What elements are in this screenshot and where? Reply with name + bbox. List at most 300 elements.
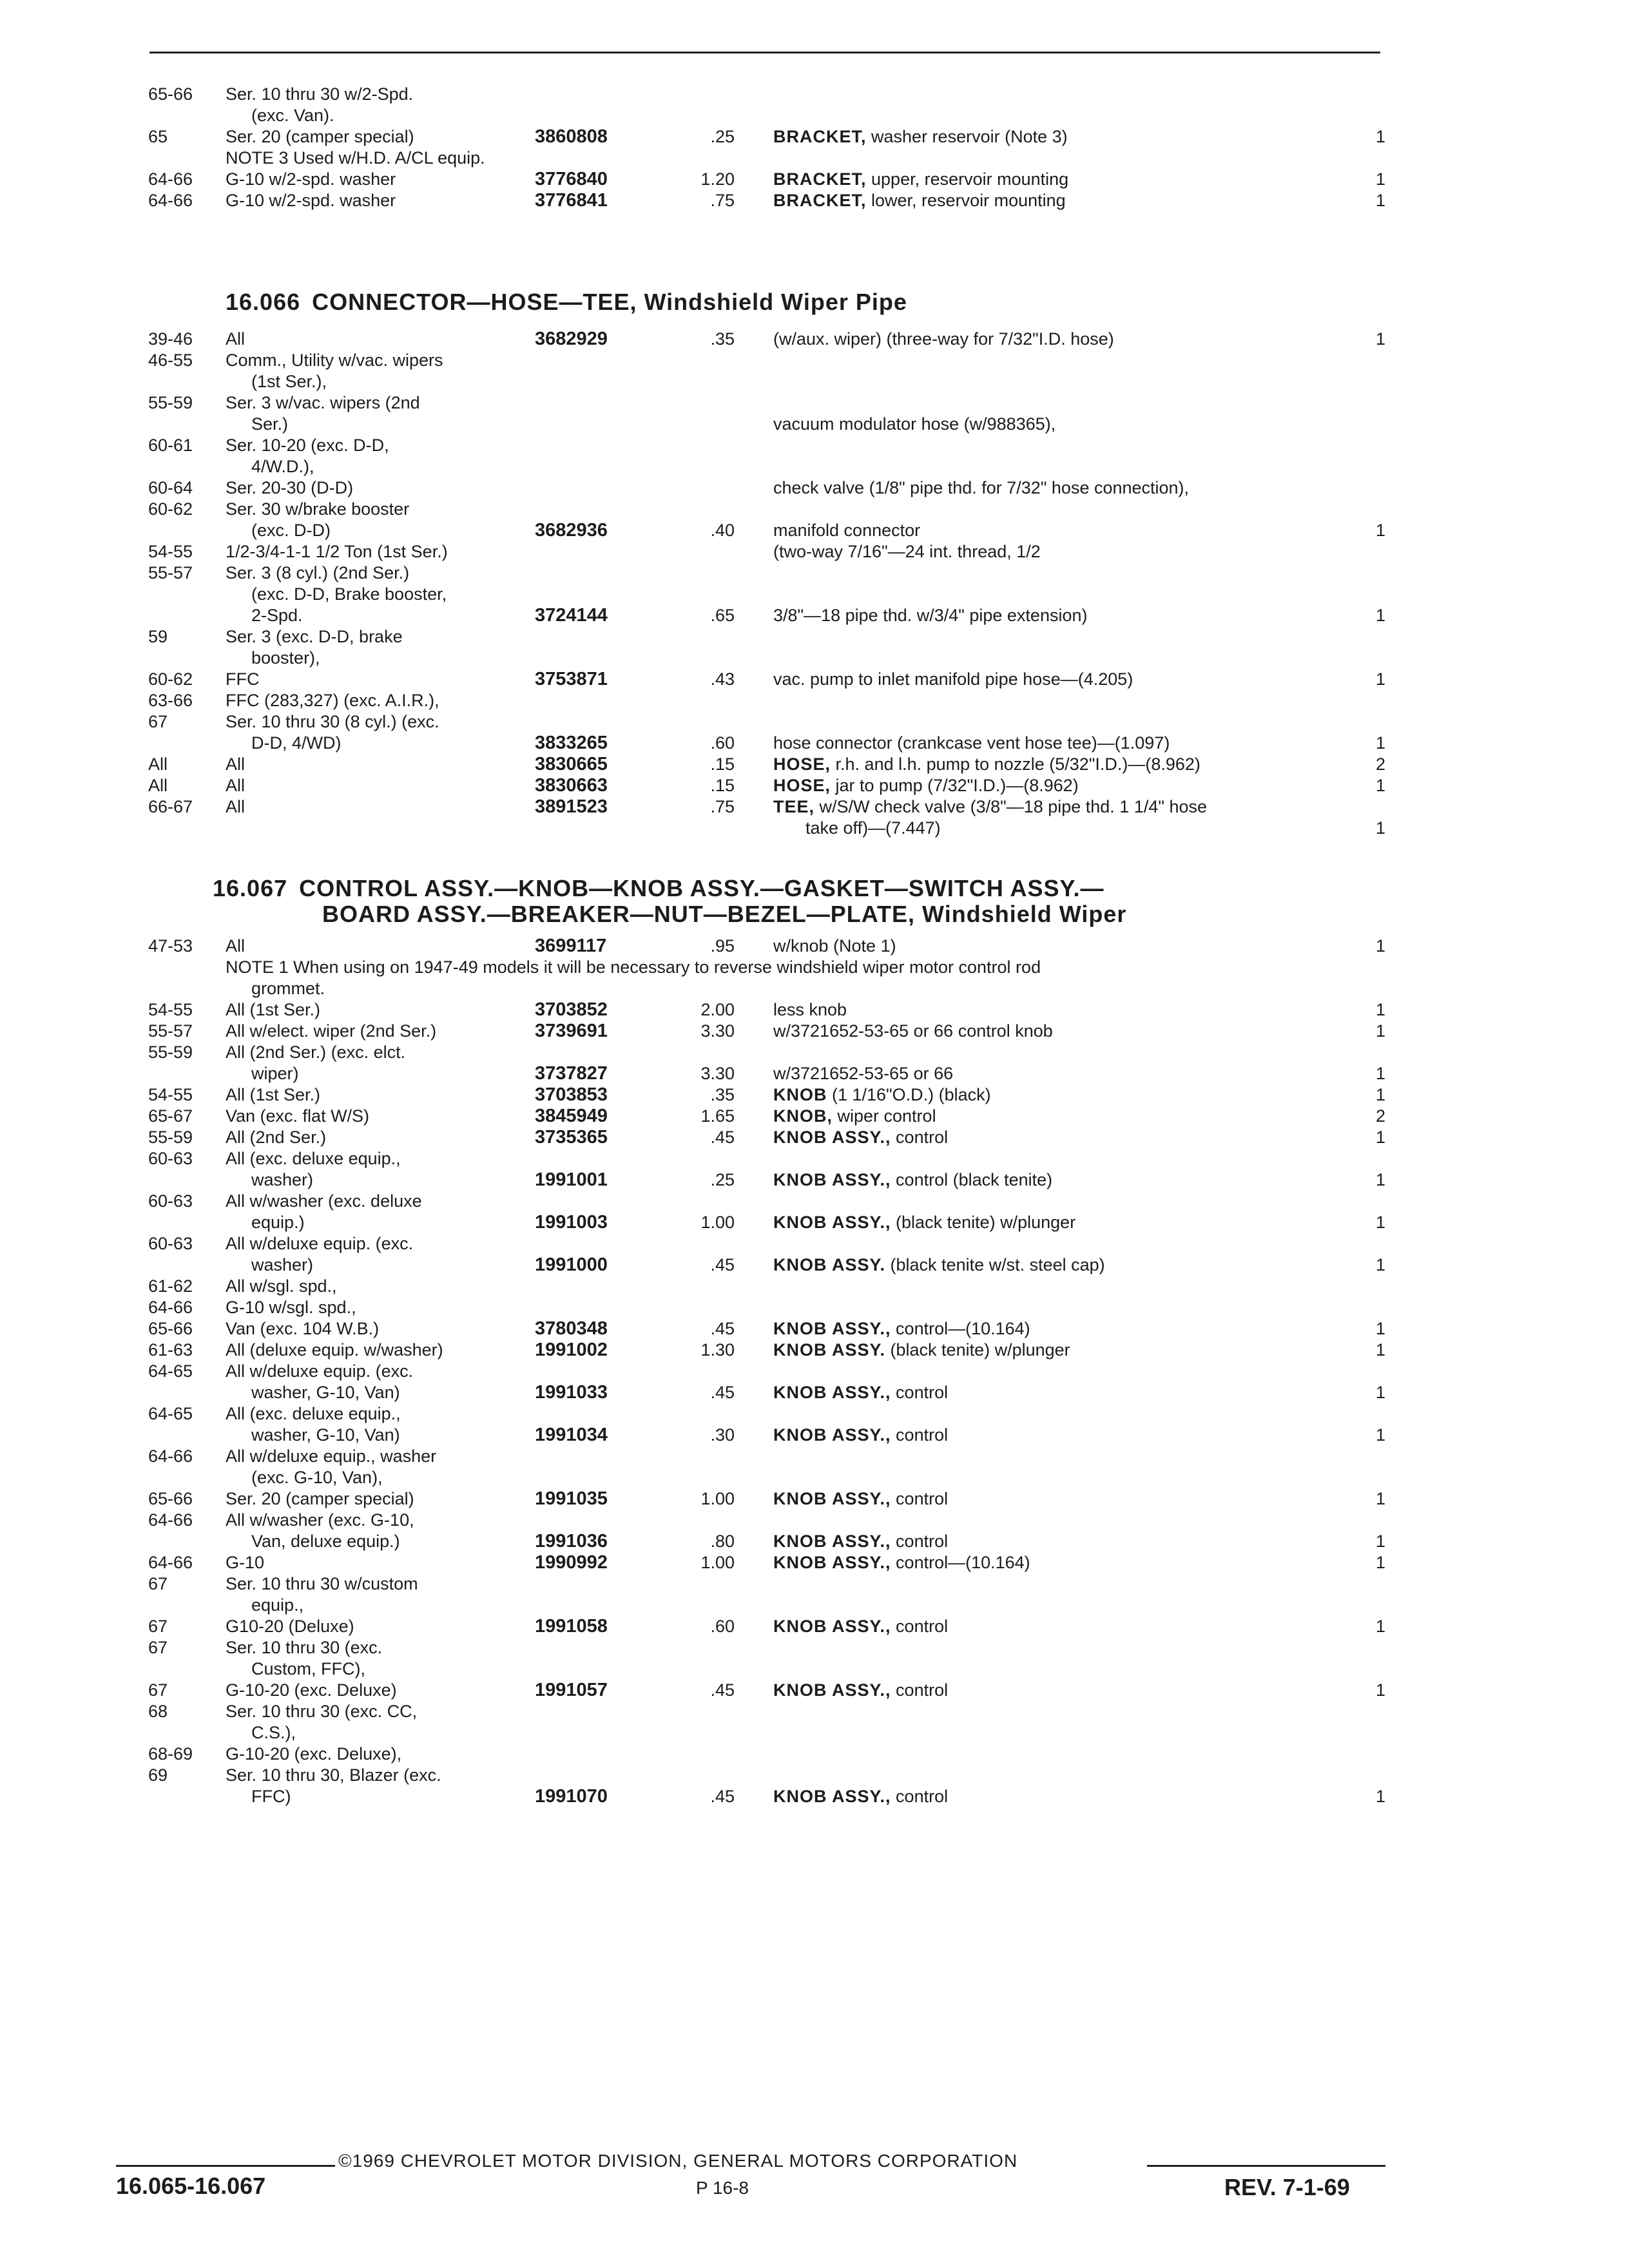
- application: FFC: [226, 669, 260, 689]
- application: All (deluxe equip. w/washer): [226, 1340, 443, 1360]
- part-name: KNOB: [773, 1085, 827, 1104]
- price: 1.20: [700, 169, 735, 189]
- quantity: 1: [1375, 1489, 1385, 1508]
- catalog-row: [116, 371, 1405, 392]
- quantity: 1: [1375, 669, 1385, 689]
- description: [773, 669, 1334, 690]
- application: All (2nd Ser.): [226, 1128, 327, 1147]
- description: [773, 1382, 1334, 1403]
- description-text: hose connector (crankcase vent hose tee)—(1.097): [773, 733, 1170, 753]
- section-number: 16.066: [226, 289, 301, 315]
- application: Ser.): [251, 414, 289, 434]
- catalog-row: [116, 1552, 1405, 1573]
- quantity: 1: [1375, 1213, 1385, 1232]
- catalog-row: [116, 1765, 1405, 1786]
- catalog-row: [116, 605, 1405, 626]
- description: [773, 1084, 1334, 1106]
- catalog-row: [116, 1658, 1405, 1680]
- footer-revision: REV. 7-1-69: [1224, 2174, 1350, 2200]
- quantity: 1: [1375, 127, 1385, 146]
- model-years: 64-66: [148, 191, 193, 210]
- description: [773, 1318, 1334, 1340]
- description-text: w/knob (Note 1): [773, 936, 896, 956]
- catalog-row: [116, 1488, 1405, 1510]
- price: .43: [710, 669, 735, 689]
- application: Ser. 3 (exc. D-D, brake: [226, 627, 403, 646]
- application: Ser. 10 thru 30 (exc. CC,: [226, 1702, 418, 1721]
- application: G-10 w/sgl. spd.,: [226, 1298, 356, 1317]
- model-years: 60-63: [148, 1234, 193, 1253]
- catalog-row: [116, 477, 1405, 499]
- application: (1st Ser.),: [251, 372, 327, 391]
- description-text: (1 1/16"O.D.) (black): [827, 1085, 991, 1104]
- model-years: 63-66: [148, 691, 193, 710]
- part-name: KNOB ASSY.,: [773, 1617, 891, 1636]
- catalog-row: [116, 1191, 1405, 1212]
- description-text: (w/aux. wiper) (three-way for 7/32"I.D. hose): [773, 329, 1114, 349]
- catalog-row: [116, 1127, 1405, 1148]
- part-name: KNOB ASSY.: [773, 1255, 886, 1274]
- catalog-row: [116, 999, 1405, 1021]
- catalog-row: [116, 733, 1405, 754]
- catalog-row: [116, 1361, 1405, 1382]
- part-name: KNOB ASSY.,: [773, 1532, 891, 1551]
- section-title: CONNECTOR—HOSE—TEE, Windshield Wiper Pipe: [312, 289, 907, 315]
- model-years: 67: [148, 1680, 168, 1700]
- description: [773, 520, 1334, 541]
- model-years: 64-66: [148, 1553, 193, 1572]
- model-years: 64-65: [148, 1404, 193, 1423]
- part-number: 3833265: [535, 733, 608, 753]
- description: [773, 796, 1334, 818]
- quantity: 1: [1375, 1021, 1385, 1041]
- catalog-row: [116, 1318, 1405, 1340]
- application: All (1st Ser.): [226, 1000, 321, 1019]
- description-text: lower, reservoir mounting: [866, 191, 1066, 210]
- model-years: 55-57: [148, 1021, 193, 1041]
- catalog-row: [116, 626, 1405, 648]
- catalog-row: [116, 1106, 1405, 1127]
- application: All (1st Ser.): [226, 1085, 321, 1104]
- application: grommet.: [251, 979, 325, 998]
- application: wiper): [251, 1064, 299, 1083]
- model-years: 60-61: [148, 436, 193, 455]
- application: All (exc. deluxe equip.,: [226, 1149, 401, 1168]
- application: Van, deluxe equip.): [251, 1532, 400, 1551]
- application: washer): [251, 1170, 314, 1189]
- section-heading: [116, 289, 1405, 322]
- catalog-row: [116, 1276, 1405, 1297]
- model-years: 64-66: [148, 1298, 193, 1317]
- catalog-row: [116, 105, 1405, 126]
- model-years: 54-55: [148, 1000, 193, 1019]
- price: .80: [710, 1532, 735, 1551]
- model-years: 59: [148, 627, 168, 646]
- model-years: 39-46: [148, 329, 193, 349]
- application: equip.): [251, 1213, 305, 1232]
- price: .45: [710, 1255, 735, 1274]
- footer-copyright: ©1969 CHEVROLET MOTOR DIVISION, GENERAL MOTORS CORPORATION: [338, 2151, 1018, 2171]
- catalog-row: [116, 1233, 1405, 1254]
- part-name: KNOB,: [773, 1106, 833, 1126]
- footer-section-range: 16.065-16.067: [116, 2173, 266, 2199]
- description-text: take off)—(7.447): [805, 818, 941, 838]
- part-number: 3739691: [535, 1021, 608, 1041]
- description-text: check valve (1/8" pipe thd. for 7/32" hose connection),: [773, 478, 1190, 497]
- model-years: 65: [148, 127, 168, 146]
- part-number: 3860808: [535, 126, 608, 147]
- model-years: 46-55: [148, 351, 193, 370]
- catalog-row: [116, 1722, 1405, 1744]
- part-number: 1991003: [535, 1212, 608, 1233]
- model-years: 55-57: [148, 563, 193, 582]
- application: (exc. D-D): [251, 521, 331, 540]
- catalog-row: [116, 1148, 1405, 1169]
- application: All (exc. deluxe equip.,: [226, 1404, 401, 1423]
- description-text: control: [891, 1425, 949, 1445]
- part-name: KNOB ASSY.,: [773, 1489, 891, 1508]
- description: [773, 1680, 1334, 1701]
- quantity: 1: [1375, 1319, 1385, 1338]
- description-text: 3/8"—18 pipe thd. w/3/4" pipe extension): [773, 606, 1088, 625]
- quantity: 1: [1375, 1553, 1385, 1572]
- quantity: 1: [1375, 733, 1385, 753]
- quantity: 1: [1375, 329, 1385, 349]
- model-years: 67: [148, 712, 168, 731]
- catalog-row: [116, 1254, 1405, 1276]
- quantity: 1: [1375, 1532, 1385, 1551]
- catalog-section: [116, 84, 1405, 211]
- catalog-row: [116, 1786, 1405, 1807]
- part-number: 1991034: [535, 1425, 608, 1445]
- part-number: 1991001: [535, 1169, 608, 1190]
- catalog-section: [116, 284, 1405, 839]
- application: All w/deluxe equip. (exc.: [226, 1234, 414, 1253]
- part-number: 3703853: [535, 1084, 608, 1105]
- quantity: 1: [1375, 1680, 1385, 1700]
- model-years: 47-53: [148, 936, 193, 956]
- description: [773, 169, 1334, 190]
- application: All: [226, 797, 246, 816]
- part-name: KNOB ASSY.,: [773, 1213, 891, 1232]
- catalog-row: [116, 1212, 1405, 1233]
- price: .45: [710, 1128, 735, 1147]
- application: Van (exc. 104 W.B.): [226, 1319, 380, 1338]
- model-years: 55-59: [148, 1128, 193, 1147]
- part-number: 1991036: [535, 1531, 608, 1552]
- quantity: 1: [1375, 169, 1385, 189]
- description-text: wiper control: [833, 1106, 936, 1126]
- description: [773, 1786, 1334, 1807]
- quantity: 1: [1375, 1000, 1385, 1019]
- model-years: 67: [148, 1574, 168, 1593]
- application: All: [226, 776, 246, 795]
- price: 1.65: [700, 1106, 735, 1126]
- section-heading: [116, 875, 1405, 929]
- part-name: BRACKET,: [773, 169, 867, 189]
- application: Ser. 20 (camper special): [226, 127, 414, 146]
- description: [773, 541, 1334, 562]
- description-text: jar to pump (7/32"I.D.)—(8.962): [831, 776, 1079, 795]
- description-text: control: [891, 1532, 949, 1551]
- application: booster),: [251, 648, 320, 668]
- catalog-row: [116, 1446, 1405, 1467]
- part-name: HOSE,: [773, 754, 831, 774]
- price: .65: [710, 606, 735, 625]
- price: .60: [710, 733, 735, 753]
- application: washer, G-10, Van): [251, 1383, 400, 1402]
- part-number: 3703852: [535, 999, 608, 1020]
- description-text: control: [891, 1787, 949, 1806]
- application: G-10-20 (exc. Deluxe),: [226, 1744, 402, 1763]
- description: [773, 1531, 1334, 1552]
- description: [773, 605, 1334, 626]
- price: 3.30: [700, 1064, 735, 1083]
- application: Ser. 10 thru 30, Blazer (exc.: [226, 1765, 441, 1785]
- description: [773, 1063, 1334, 1084]
- catalog-row: [116, 1595, 1405, 1616]
- description: [773, 477, 1334, 499]
- part-number: 3699117: [535, 936, 607, 956]
- catalog-row: [116, 978, 1405, 999]
- description-text: vac. pump to inlet manifold pipe hose—(4.205): [773, 669, 1133, 689]
- part-number: 1991058: [535, 1616, 608, 1637]
- price: .15: [710, 776, 735, 795]
- price: .45: [710, 1383, 735, 1402]
- catalog-row: [116, 1403, 1405, 1425]
- application: (exc. Van).: [251, 106, 334, 125]
- description: [773, 329, 1334, 350]
- model-years: 60-64: [148, 478, 193, 497]
- price: .35: [710, 1085, 735, 1104]
- description-text: control: [891, 1617, 949, 1636]
- catalog-row: [116, 957, 1405, 978]
- catalog-row: [116, 648, 1405, 669]
- application: NOTE 1 When using on 1947-49 models it will be necessary to reverse windshield wiper motor control rod: [226, 957, 1041, 977]
- description-text: control—(10.164): [891, 1553, 1030, 1572]
- quantity: 1: [1375, 936, 1385, 956]
- catalog-row: [116, 818, 1405, 839]
- description-text: manifold connector: [773, 521, 921, 540]
- part-number: 3891523: [535, 796, 608, 817]
- price: .30: [710, 1425, 735, 1445]
- description-text: (black tenite) w/plunger: [891, 1213, 1076, 1232]
- price: 2.00: [700, 1000, 735, 1019]
- application: 2-Spd.: [251, 606, 303, 625]
- description: [773, 1340, 1334, 1361]
- section-title: CONTROL ASSY.—KNOB—KNOB ASSY.—GASKET—SWITCH ASSY.—: [299, 875, 1104, 901]
- catalog-row: [116, 435, 1405, 456]
- description-text: control: [891, 1680, 949, 1700]
- catalog-row: [116, 1616, 1405, 1637]
- catalog-row: [116, 1340, 1405, 1361]
- model-years: 66-67: [148, 797, 193, 816]
- catalog-row: [116, 669, 1405, 690]
- part-number: 3737827: [535, 1063, 608, 1084]
- price: .45: [710, 1680, 735, 1700]
- catalog-row: [116, 1467, 1405, 1488]
- part-number: 3735365: [535, 1127, 608, 1148]
- model-years: 69: [148, 1765, 168, 1785]
- model-years: 55-59: [148, 1043, 193, 1062]
- description-text: control: [891, 1128, 949, 1147]
- part-name: HOSE,: [773, 776, 831, 795]
- application: All w/sgl. spd.,: [226, 1276, 337, 1296]
- description-text: control: [891, 1489, 949, 1508]
- catalog-row: [116, 499, 1405, 520]
- application: All: [226, 329, 246, 349]
- catalog-row: [116, 1063, 1405, 1084]
- catalog-row: [116, 796, 1405, 818]
- application: Ser. 10 thru 30 w/2-Spd.: [226, 84, 414, 104]
- model-years: 60-62: [148, 499, 193, 519]
- description-text: w/3721652-53-65 or 66: [773, 1064, 954, 1083]
- catalog-row: [116, 190, 1405, 211]
- catalog-row: [116, 775, 1405, 796]
- footer-page-number: P 16-8: [696, 2178, 749, 2198]
- model-years: 64-66: [148, 1446, 193, 1466]
- model-years: 61-63: [148, 1340, 193, 1360]
- footer-rule-left: [116, 2165, 335, 2167]
- catalog-row: [116, 584, 1405, 605]
- description: [773, 1021, 1334, 1042]
- top-rule: [149, 52, 1380, 53]
- part-number: 3682929: [535, 329, 608, 349]
- model-years: 67: [148, 1617, 168, 1636]
- description: [773, 1488, 1334, 1510]
- model-years: 68-69: [148, 1744, 193, 1763]
- catalog-row: [116, 1744, 1405, 1765]
- catalog-row: [116, 148, 1405, 169]
- description-text: w/3721652-53-65 or 66 control knob: [773, 1021, 1053, 1041]
- catalog-row: [116, 1084, 1405, 1106]
- model-years: 54-55: [148, 1085, 193, 1104]
- part-number: 1991033: [535, 1382, 608, 1403]
- price: 1.00: [700, 1553, 735, 1572]
- description: [773, 1169, 1334, 1191]
- application: Ser. 3 (8 cyl.) (2nd Ser.): [226, 563, 410, 582]
- catalog-row: [116, 1021, 1405, 1042]
- part-number: 3776841: [535, 190, 608, 211]
- catalog-row: [116, 754, 1405, 775]
- quantity: 1: [1375, 1255, 1385, 1274]
- application: washer, G-10, Van): [251, 1425, 400, 1445]
- application: Ser. 10 thru 30 w/custom: [226, 1574, 418, 1593]
- catalog-row: [116, 414, 1405, 435]
- part-number: 3830665: [535, 754, 608, 774]
- application: equip.,: [251, 1595, 304, 1615]
- part-number: 1990992: [535, 1552, 608, 1573]
- quantity: 1: [1375, 776, 1385, 795]
- price: .40: [710, 521, 735, 540]
- catalog-row: [116, 711, 1405, 733]
- part-name: KNOB ASSY.,: [773, 1128, 891, 1147]
- catalog-row: [116, 520, 1405, 541]
- part-name: BRACKET,: [773, 127, 867, 146]
- description: [773, 936, 1334, 957]
- application: G-10 w/2-spd. washer: [226, 169, 396, 189]
- catalog-row: [116, 456, 1405, 477]
- catalog-row: [116, 329, 1405, 350]
- description-text: control (black tenite): [891, 1170, 1053, 1189]
- catalog-row: [116, 562, 1405, 584]
- catalog-row: [116, 169, 1405, 190]
- catalog-row: [116, 1169, 1405, 1191]
- section-number: 16.067: [213, 875, 288, 901]
- application: D-D, 4/WD): [251, 733, 342, 753]
- model-years: 60-62: [148, 669, 193, 689]
- application: FFC (283,327) (exc. A.I.R.),: [226, 691, 439, 710]
- part-name: KNOB ASSY.,: [773, 1553, 891, 1572]
- catalog-row: [116, 1297, 1405, 1318]
- part-name: KNOB ASSY.,: [773, 1383, 891, 1402]
- application: Ser. 30 w/brake booster: [226, 499, 410, 519]
- part-name: KNOB ASSY.,: [773, 1787, 891, 1806]
- application: All w/washer (exc. deluxe: [226, 1191, 422, 1211]
- price: .75: [710, 191, 735, 210]
- catalog-row: [116, 1637, 1405, 1658]
- application: washer): [251, 1255, 314, 1274]
- application: Custom, FFC),: [251, 1659, 366, 1678]
- price: .35: [710, 329, 735, 349]
- quantity: 1: [1375, 521, 1385, 540]
- model-years: All: [148, 754, 168, 774]
- price: .45: [710, 1787, 735, 1806]
- catalog-page: [116, 39, 1405, 2216]
- part-number: 3830663: [535, 775, 608, 796]
- model-years: 60-63: [148, 1149, 193, 1168]
- price: 1.00: [700, 1213, 735, 1232]
- model-years: 64-66: [148, 1510, 193, 1530]
- application: Ser. 20-30 (D-D): [226, 478, 354, 497]
- catalog-row: [116, 126, 1405, 148]
- application: 4/W.D.),: [251, 457, 314, 476]
- quantity: 2: [1375, 754, 1385, 774]
- description-text: w/S/W check valve (3/8"—18 pipe thd. 1 1/4" hose: [815, 797, 1207, 816]
- catalog-row: [116, 936, 1405, 957]
- application: FFC): [251, 1787, 291, 1806]
- description-text: (black tenite) w/plunger: [885, 1340, 1070, 1360]
- model-years: 61-62: [148, 1276, 193, 1296]
- catalog-row: [116, 84, 1405, 105]
- application: Ser. 3 w/vac. wipers (2nd: [226, 393, 420, 412]
- description: [773, 1425, 1334, 1446]
- application: All w/elect. wiper (2nd Ser.): [226, 1021, 437, 1041]
- model-years: 64-65: [148, 1361, 193, 1381]
- part-name: TEE,: [773, 797, 815, 816]
- price: .95: [710, 936, 735, 956]
- application: Comm., Utility w/vac. wipers: [226, 351, 443, 370]
- application: All w/deluxe equip. (exc.: [226, 1361, 414, 1381]
- price: .15: [710, 754, 735, 774]
- quantity: 1: [1375, 818, 1385, 838]
- application: Ser. 10 thru 30 (exc.: [226, 1638, 383, 1657]
- application: (exc. G-10, Van),: [251, 1468, 383, 1487]
- description: [773, 775, 1334, 796]
- application: All: [226, 754, 246, 774]
- description: [773, 1106, 1334, 1127]
- part-name: KNOB ASSY.,: [773, 1425, 891, 1445]
- application: G-10: [226, 1553, 265, 1572]
- description: [773, 126, 1334, 148]
- catalog-row: [116, 1425, 1405, 1446]
- catalog-row: [116, 1701, 1405, 1722]
- application: Van (exc. flat W/S): [226, 1106, 370, 1126]
- model-years: 60-63: [148, 1191, 193, 1211]
- catalog-row: [116, 690, 1405, 711]
- description: [773, 1212, 1334, 1233]
- application: Ser. 20 (camper special): [226, 1489, 414, 1508]
